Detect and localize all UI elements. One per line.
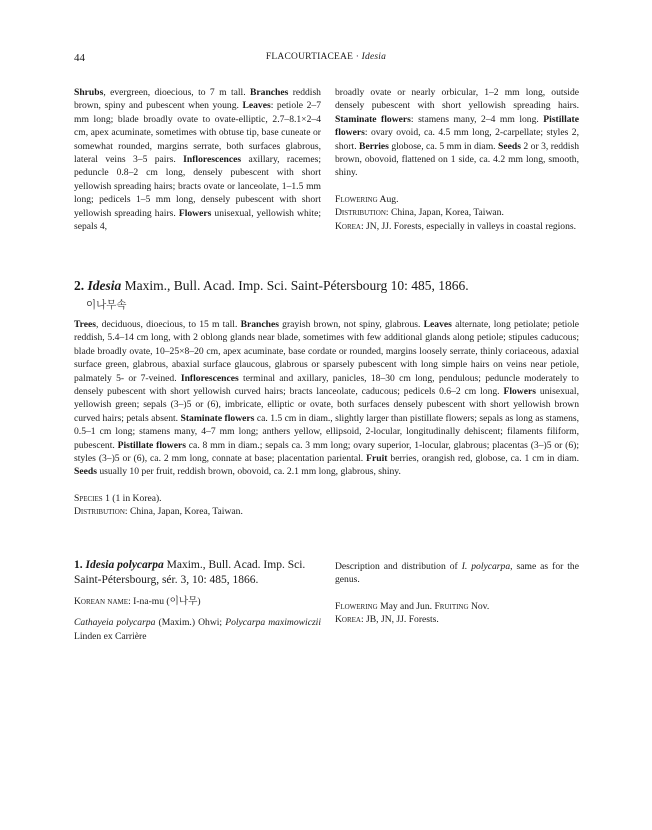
genus-name: Idesia [87, 278, 122, 293]
text-run: globose, ca. 5 mm in diam. [388, 140, 499, 152]
text-run: unisexual, yellowish white; sepals 4, [74, 207, 321, 233]
previous-species-korea [335, 220, 579, 233]
species-name: Idesia polycarpa [85, 559, 164, 571]
species-fruiting-label: Fruiting [434, 600, 469, 612]
text-run: berries, orangish red, globose, ca. 1 cm in diam. [387, 453, 579, 465]
text-run: broadly ovate or nearly orbicular, 1–2 mm long, outside densely pubescent with short yellowish spreading hairs. [335, 87, 579, 112]
species-korea-value: : JB, JN, JJ. Forests. [360, 614, 439, 626]
running-head [0, 52, 652, 62]
species-citation: Maxim., Bull. Acad. Imp. Sci. Saint-Pétersbourg, sér. 3, 10: 485, 1866. [74, 559, 306, 586]
species-value: 1 (1 in Korea). [102, 492, 162, 504]
species-label: Species [74, 492, 103, 504]
genus-description [74, 318, 579, 479]
species-heading [74, 558, 321, 587]
distribution-label: Distribution [335, 207, 386, 219]
bold-term: Staminate flowers [335, 113, 411, 125]
text-run: alternate, long petiolate; petiole reddish, 5.4–14 cm long, with 2 oblong glands near blade, sometimes with few additional glands along petiole; stipules caducous; blade broadly ovate, 10–25×8–20 cm, apex acuminate, base cordate or rounded, margins loosely serrate, thinly coriaceous, adaxial surface green, glabrous, abaxial surface glaucous, glabrous or sparsely pubescent with long simple hairs on veins near petiole, palmately 5- or 7-veined. [74, 319, 579, 384]
page-number: 44 [74, 52, 85, 64]
previous-species-flowering [335, 193, 579, 206]
genus-heading [74, 278, 469, 294]
bold-term: Branches [249, 87, 289, 98]
text-run: : petiole 2–7 mm long; blade broadly ovate to ovate-elliptic, 2.7–8.1×2–4 cm, apex acuminate, sometimes with obtuse tip, base cuneate or somewhat rounded, margins serrate, both surfaces glabrous, lateral veins 3–5 pairs. [74, 100, 321, 166]
text-run: terminal and axillary, panicles, 18–30 cm long, pendulous; peduncle moderately to densely pubescent with short yellowish curved hairs; bracts lanceolate, caducous; pedicels 0.6–2 cm long. [74, 372, 579, 398]
species-description-note [335, 560, 579, 587]
text-run: reddish brown, spiny and pubescent when young. [74, 87, 321, 112]
previous-species-description-continued [335, 86, 579, 180]
text-run: 2 or 3, reddish brown, obovoid, flattened on 1 side, ca. 4.2 mm long, smooth, shiny. [335, 140, 579, 179]
bold-term: Flowers [503, 386, 536, 398]
synonym-1: Cathayeia polycarpa [74, 617, 156, 629]
species-flowering-label: Flowering [335, 600, 378, 612]
korea-label: Korea [335, 220, 361, 232]
text-run: ca. 1.5 cm in diam., slightly larger than pistillate flowers; sepals as long as stamens, 0.5–1 cm long; stamens many, 4–7 mm long; anthers yellow, ellipsoid, 2-locular, longitudinally dehiscent; filaments filiform, pubescent. [74, 412, 579, 451]
text-run: unisexual, yellowish green; sepals (3–)5 or (6), imbricate, elliptic or ovate, both surfaces densely pubescent with short yellowish brown curved hairs; petals absent. [74, 386, 579, 424]
previous-species-description [74, 86, 321, 233]
text-run: axillary, racemes; peduncle 0.8–2 cm long, densely pubescent with short yellowish spreading hairs; bracts ovate or lanceolate, 1–1.5 mm long; pedicels 1–5 mm long, densely pubescent with short yellowish spreading hairs. [74, 154, 321, 219]
distribution-value: : China, Japan, Korea, Taiwan. [385, 207, 504, 219]
bold-term: Branches [240, 319, 279, 330]
genus-distribution [74, 505, 579, 518]
bold-term: Flowers [178, 207, 212, 219]
running-head-separator: · [353, 52, 362, 62]
flowering-value: Aug. [377, 193, 399, 205]
korean-name-label: Korean name [74, 596, 129, 607]
text-run: : ovary ovoid, ca. 4.5 mm long, 2-carpellate; styles 2, short. [335, 127, 579, 152]
species-left-column [74, 558, 321, 643]
species-desc-italic: I. polycarpa [461, 561, 511, 572]
genus-korean-name: 이나무속 [86, 299, 127, 311]
bold-term: Trees [74, 319, 97, 330]
bold-term: Pistillate flowers [335, 113, 579, 139]
korea-value: : JN, JJ. Forests, especially in valleys in coastal regions. [360, 220, 577, 232]
bold-term: Leaves [423, 319, 452, 330]
species-number: 1. [74, 559, 83, 571]
text-run: usually 10 per fruit, reddish brown, obovoid, ca. 2.1 mm long, glabrous, shiny. [96, 466, 401, 478]
genus-citation: Maxim., Bull. Acad. Imp. Sci. Saint-Pétersbourg 10: 485, 1866. [121, 278, 469, 293]
species-phenology [335, 600, 579, 613]
korean-name-value: : I-na-mu (이나무) [128, 596, 201, 607]
text-run: , deciduous, dioecious, to 15 m tall. [96, 319, 241, 330]
species-synonyms [74, 616, 321, 643]
synonym-1-author: (Maxim.) Ohwi; [155, 617, 226, 629]
genus-distribution-value: : China, Japan, Korea, Taiwan. [124, 506, 243, 518]
bold-term: Fruit [366, 453, 388, 465]
text-run: ca. 8 mm in diam.; sepals ca. 3 mm long; ovary superior, 1-locular, glabrous; placentas (3–)5 or (6); styles (3–)5 or (6), ca. 2 mm long, connate at base; placentation pariental. [74, 439, 579, 465]
previous-species-left-column [74, 86, 321, 233]
flowering-label: Flowering [335, 193, 378, 205]
genus-description-block [74, 318, 579, 519]
species-right-column [335, 560, 579, 627]
synonym-2-author: Linden ex Carrière [74, 630, 147, 642]
previous-species-distribution [335, 206, 579, 219]
bold-term: Berries [359, 140, 389, 152]
bold-term: Seeds [74, 466, 97, 478]
bold-term: Shrubs [74, 87, 104, 98]
species-korean-name [74, 595, 321, 608]
bold-term: Leaves [242, 100, 271, 112]
bold-term: Inflorescences [183, 154, 242, 166]
previous-species-right-column [335, 86, 579, 233]
text-run: grayish brown, not spiny, glabrous. [278, 319, 424, 330]
synonym-2: Polycarpa maximowiczii [225, 617, 322, 629]
species-desc-text-1: Description and distribution of [335, 561, 462, 572]
genus-species-count [74, 492, 579, 505]
species-korea [335, 613, 579, 626]
species-korea-label: Korea [335, 614, 361, 626]
species-desc-text-2: , same as for the genus. [335, 561, 579, 586]
text-run: , evergreen, dioecious, to 7 m tall. [103, 87, 250, 98]
species-flowering-value: May and Jun. [377, 600, 435, 612]
bold-term: Staminate flowers [180, 412, 255, 424]
bold-term: Inflorescences [180, 372, 239, 384]
bold-term: Seeds [498, 140, 521, 152]
genus-number: 2. [74, 278, 85, 293]
genus-distribution-label: Distribution [74, 506, 125, 518]
species-fruiting-value: Nov. [468, 600, 490, 612]
running-head-family: FLACOURTIACEAE [265, 52, 354, 62]
bold-term: Pistillate flowers [117, 439, 186, 451]
running-head-genus: Idesia [361, 52, 387, 62]
text-run: : stamens many, 2–4 mm long. [410, 113, 544, 125]
